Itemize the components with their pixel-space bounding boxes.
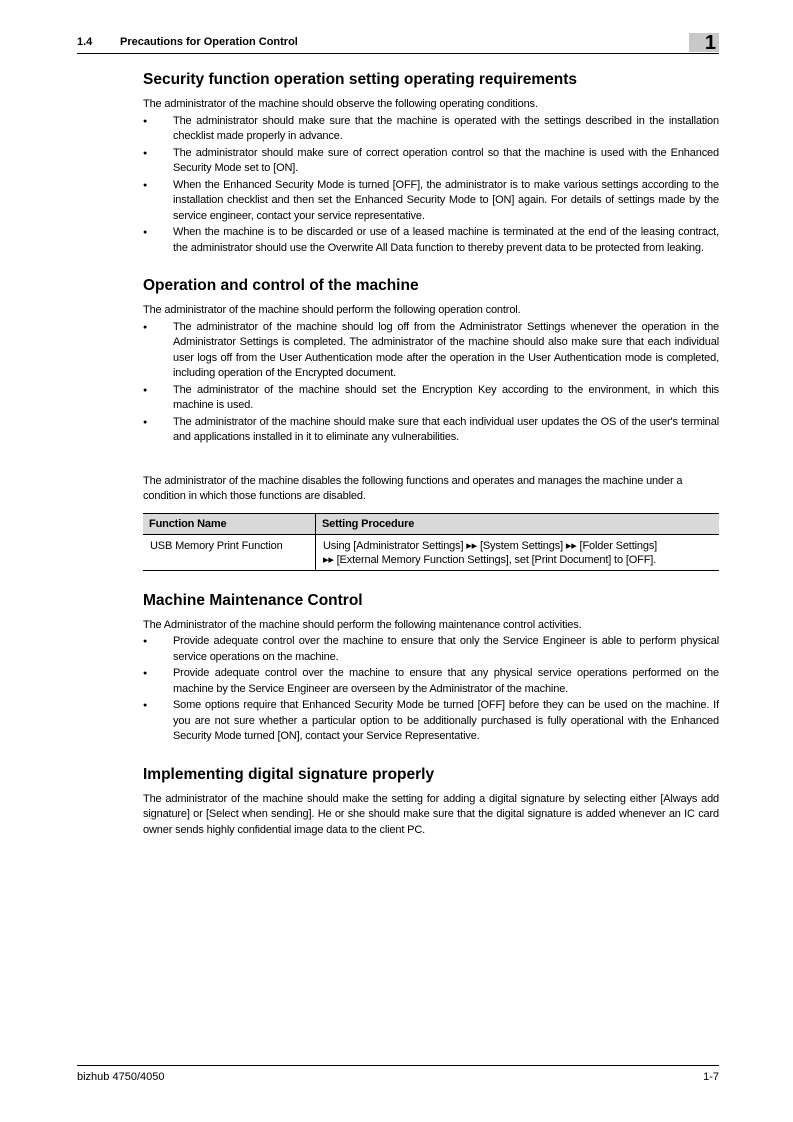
list-item: ● Provide adequate control over the machine to ensure that only the Service Engineer is able to perform physical service operations on the machine. (143, 634, 719, 665)
heading-security-requirements: Security function operation setting operating requirements (143, 71, 578, 88)
heading-maintenance-control: Machine Maintenance Control (143, 591, 363, 609)
section-title: Precautions for Operation Control (120, 36, 298, 48)
list-item: ● The administrator of the machine should make sure that each individual user updates the OS of the user's terminal and applications installed in it to eliminate any vulnerabilities. (143, 415, 719, 446)
list-item: ● When the machine is to be discarded or use of a leased machine is terminated at the end of the leasing contract, the administrator should use the Overwrite All Data function to thereby prevent data to be protected from leaking. (143, 225, 719, 256)
list-item: ● The administrator should make sure that the machine is operated with the settings described in the installation checklist made properly in advance. (143, 114, 719, 145)
list-item: ● The administrator of the machine should set the Encryption Key according to the environment, in which this machine is used. (143, 383, 719, 414)
setting-procedure-cell (316, 534, 720, 570)
bullet-list (143, 320, 719, 446)
chapter-tab (689, 33, 719, 52)
page-header (77, 35, 719, 54)
section-number: 1.4 (77, 36, 93, 48)
list-item: ● When the Enhanced Security Mode is turned [OFF], the administrator is to make various settings according to the installation checklist and then set the Enhanced Security Mode to [ON] again. For details of settings made by the service engineer, contact your service representative. (143, 178, 719, 225)
heading-operation-control: Operation and control of the machine (143, 277, 419, 294)
disabled-functions-paragraph: The administrator of the machine disables the following functions and operates and manages the machine under a condition in which those functions are disabled. (143, 474, 683, 502)
chapter-number: 1 (704, 32, 716, 54)
intro-paragraph: The administrator of the machine should perform the following operation control. (143, 304, 521, 316)
page-content (143, 70, 719, 838)
procedure-line: Using [Administrator Settings] ▸▸ [System Settings] ▸▸ [Folder Settings] (323, 539, 658, 552)
list-item: ● The administrator of the machine should log off from the Administrator Settings whenever the operation in the Administrator Settings is completed. The administrator of the machine should also make sure that each individual user logs off from the User Authentication mode after the operation in the User Authentication mode is completed, including operation of the Encrypted document. (143, 320, 719, 382)
model-name: bizhub 4750/4050 (77, 1071, 165, 1083)
signature-paragraph: The administrator of the machine should make the setting for adding a digital signature by selecting either [Always add signature] or [Select when sending]. He or she should make sure that the digital signature is added whenever an IC card owner sends highly confidential image data to the client PC. (143, 792, 719, 836)
list-item: ● Provide adequate control over the machine to ensure that any physical service operations performed on the machine by the Service Engineer are overseen by the Administrator of the machine. (143, 666, 719, 697)
intro-paragraph: The administrator of the machine should observe the following operating conditions. (143, 98, 538, 110)
column-header-function: Function Name (143, 513, 316, 534)
column-header-procedure: Setting Procedure (316, 513, 720, 534)
table-header-row (143, 513, 719, 534)
list-item: ● Some options require that Enhanced Security Mode be turned [OFF] before they can be used on the machine. If you are not sure whether a particular option to be additionally purchased is fully operational with the Enhanced Security Mode turned [ON], contact your Service Representative. (143, 698, 719, 745)
bullet-list (143, 634, 719, 745)
page-number: 1-7 (703, 1071, 719, 1083)
intro-paragraph: The Administrator of the machine should perform the following maintenance control activities. (143, 618, 582, 631)
list-item: ● The administrator should make sure of correct operation control so that the machine is used with the Enhanced Security Mode set to [ON]. (143, 146, 719, 177)
procedure-line: ▸▸ [External Memory Function Settings], set [Print Document] to [OFF]. (323, 553, 657, 566)
bullet-list (143, 114, 719, 257)
function-name-cell: USB Memory Print Function (143, 534, 316, 570)
disabled-functions-table (143, 513, 719, 571)
table-row (143, 534, 719, 570)
page-footer (77, 1065, 719, 1083)
heading-digital-signature: Implementing digital signature properly (143, 765, 435, 783)
